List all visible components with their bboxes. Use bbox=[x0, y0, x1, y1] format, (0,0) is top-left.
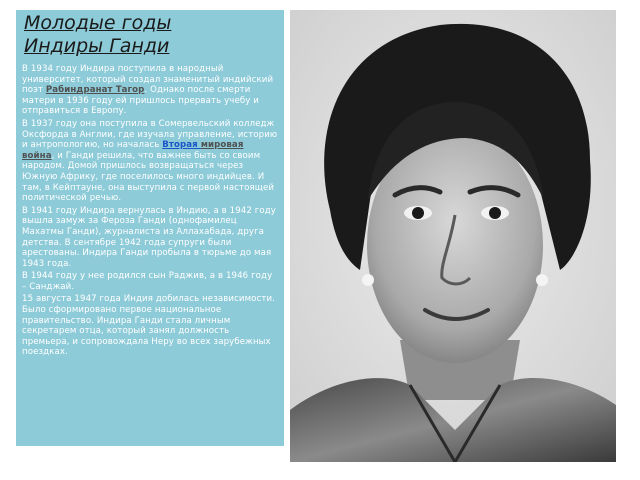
title-line-2: Индиры Ганди bbox=[24, 35, 170, 57]
link-second-world-war-part1[interactable]: Вторая bbox=[162, 140, 201, 151]
link-tagore[interactable]: Рабиндранат Тагор bbox=[45, 85, 145, 96]
portrait-illustration bbox=[290, 10, 616, 462]
p1-text-pre: В 1934 году Индира поступила в народный университет, который создал знаменитый индийский поэт bbox=[22, 64, 274, 96]
page-title bbox=[22, 12, 278, 58]
paragraph-1941: В 1941 году Индира вернулась в Индию, а в 1942 году вышла замуж за Фероза Ганди (однофамилец Махатмы Ганди), журналиста из Аллахабада, друга детства. В сентябре 1942 года супруги были арестованы. Индира Ганди пробыла в тюрьме до мая 1943 года. bbox=[22, 205, 276, 269]
p2-text-pre: В 1937 году она поступила в Сомервельский колледж Оксфорда в Англии, где изучала управление, историю и антропологию, но началась bbox=[22, 118, 278, 151]
left-earring bbox=[362, 274, 374, 286]
paragraph-1944: В 1944 году у нее родился сын Раджив, а в 1946 году – Санджай. bbox=[22, 271, 273, 292]
paragraph-1937 bbox=[22, 119, 278, 204]
left-eye-iris bbox=[412, 207, 424, 219]
portrait-photo bbox=[290, 10, 616, 462]
p2-text-post: , и Ганди решила, что важнее быть со своим народом. Домой пришлось возвращаться через Южную Африку, где поселилось много индийцев. И там, в Кейптауне, она выступила с первой настоящей политической речью. bbox=[22, 150, 275, 204]
paragraph-1934 bbox=[22, 64, 278, 117]
right-earring bbox=[536, 274, 548, 286]
link-second-world-war-part2[interactable]: мировая война bbox=[22, 140, 244, 161]
p1-text-post: . Однако после смерти матери в 1936 году ей пришлось прервать учебу и отправиться в Европу. bbox=[22, 85, 259, 117]
text-panel bbox=[16, 10, 284, 446]
right-eye-iris bbox=[489, 207, 501, 219]
paragraph-1947: 15 августа 1947 года Индия добилась независимости. Было сформировано первое национальное правительство. Индира Ганди стала личным секретарем отца, который занял должность премьера, и сопровождала Неру во всех зарубежных поездках. bbox=[22, 294, 275, 358]
title-line-1: Молодые годы bbox=[24, 12, 172, 34]
